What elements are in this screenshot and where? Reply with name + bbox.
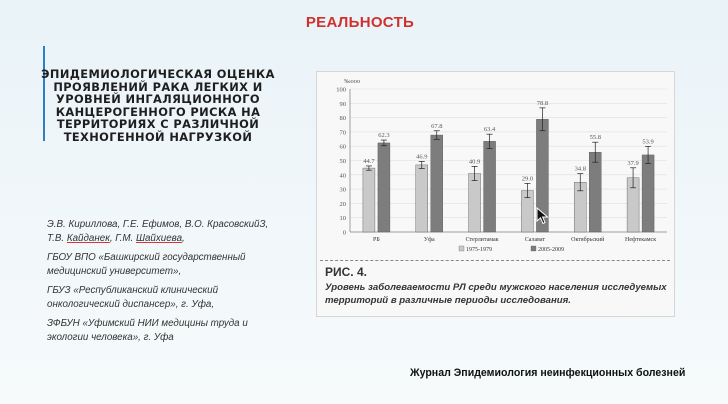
y-tick-label: 20 [339, 200, 346, 208]
article-title: ЭПИДЕМИОЛОГИЧЕСКАЯ ОЦЕНКА ПРОЯВЛЕНИЙ РАКА ЛЕГКИХ И УРОВНЕЙ ИНГАЛЯЦИОННОГО КАНЦЕРОГЕННОГО РИСКА НА ТЕРРИТОРИЯХ С РАЗЛИЧНОЙ ТЕХНОГЕННОЙ НАГРУЗКОЙ [41, 67, 275, 144]
category-label: Салават [524, 237, 546, 243]
data-label: 34.8 [574, 165, 586, 173]
y-axis-label: ‰ооо [344, 78, 361, 85]
data-label: 44.7 [363, 157, 375, 165]
figure-panel [316, 71, 675, 317]
y-tick-label: 90 [339, 100, 346, 108]
journal-name: Журнал Эпидемиология неинфекционных болезней [410, 367, 686, 379]
author-kaydanek: Кайданек [66, 232, 110, 244]
figure-label: РИС. 4. [325, 265, 367, 279]
y-tick-label: 70 [339, 129, 346, 137]
bar [431, 135, 443, 232]
bar [378, 143, 390, 232]
bar-chart [317, 72, 674, 260]
figure-caption: Уровень заболеваемости РЛ среди мужского населения исследуемых территорий в различные периоды исследования. [325, 282, 667, 306]
y-tick-label: 50 [339, 158, 346, 165]
legend-label: 1975-1979 [466, 247, 492, 253]
bar [363, 168, 375, 232]
category-label: Стерлитамак [465, 237, 499, 243]
data-label: 55.8 [589, 134, 601, 142]
category-label: РБ [373, 237, 380, 243]
data-label: 40.9 [468, 158, 481, 166]
figure-divider [320, 260, 670, 262]
category-label: Уфа [423, 237, 435, 243]
legend-swatch [459, 246, 464, 251]
data-label: 62.3 [378, 132, 390, 140]
author-shaykhieva: Шайхиева [135, 232, 183, 244]
category-label: Нефтекамск [625, 237, 657, 243]
data-label: 78.8 [536, 99, 549, 107]
bar [484, 141, 496, 232]
data-label: 53.9 [642, 138, 654, 146]
bar [416, 165, 428, 232]
y-tick-label: 0 [342, 229, 346, 237]
y-tick-label: 80 [339, 115, 346, 123]
authors-block [47, 218, 287, 350]
bar [642, 155, 654, 232]
mouse-cursor-icon [536, 207, 550, 225]
legend-swatch [531, 246, 536, 251]
author-list [47, 218, 287, 245]
bar [589, 152, 601, 232]
data-label: 63.4 [483, 126, 496, 134]
slide-title: РЕАЛЬНОСТЬ [305, 14, 415, 31]
authors-middle: , Г.М. [109, 232, 136, 244]
bar [469, 174, 481, 232]
authors-suffix: , [182, 232, 185, 244]
data-label: 37.9 [627, 159, 639, 167]
y-tick-label: 40 [339, 172, 346, 180]
data-label: 67.8 [431, 122, 443, 130]
affiliation-2: ГБУЗ «Республиканский клинический онкологический диспансер», г. Уфа, [47, 285, 219, 310]
y-tick-label: 30 [339, 186, 346, 194]
data-label: 46.9 [416, 153, 428, 161]
y-tick-label: 60 [339, 143, 346, 151]
data-label: 29.0 [521, 175, 534, 183]
y-tick-label: 100 [336, 86, 346, 94]
category-label: Октябрьский [571, 237, 605, 243]
authors-prefix: Э.В. Кириллова, Г.Е. Ефимов, В.О. КрасовскийЗ, Т.В. [47, 219, 269, 244]
legend-label: 2005-2009 [538, 247, 564, 253]
affiliation-1: ГБОУ ВПО «Башкирский государственный медицинский университет», [47, 252, 246, 277]
affiliation-3: ЗФБУН «Уфимский НИИ медицины труда и экологии человека», г. Уфа [47, 318, 248, 343]
y-tick-label: 10 [339, 215, 346, 223]
